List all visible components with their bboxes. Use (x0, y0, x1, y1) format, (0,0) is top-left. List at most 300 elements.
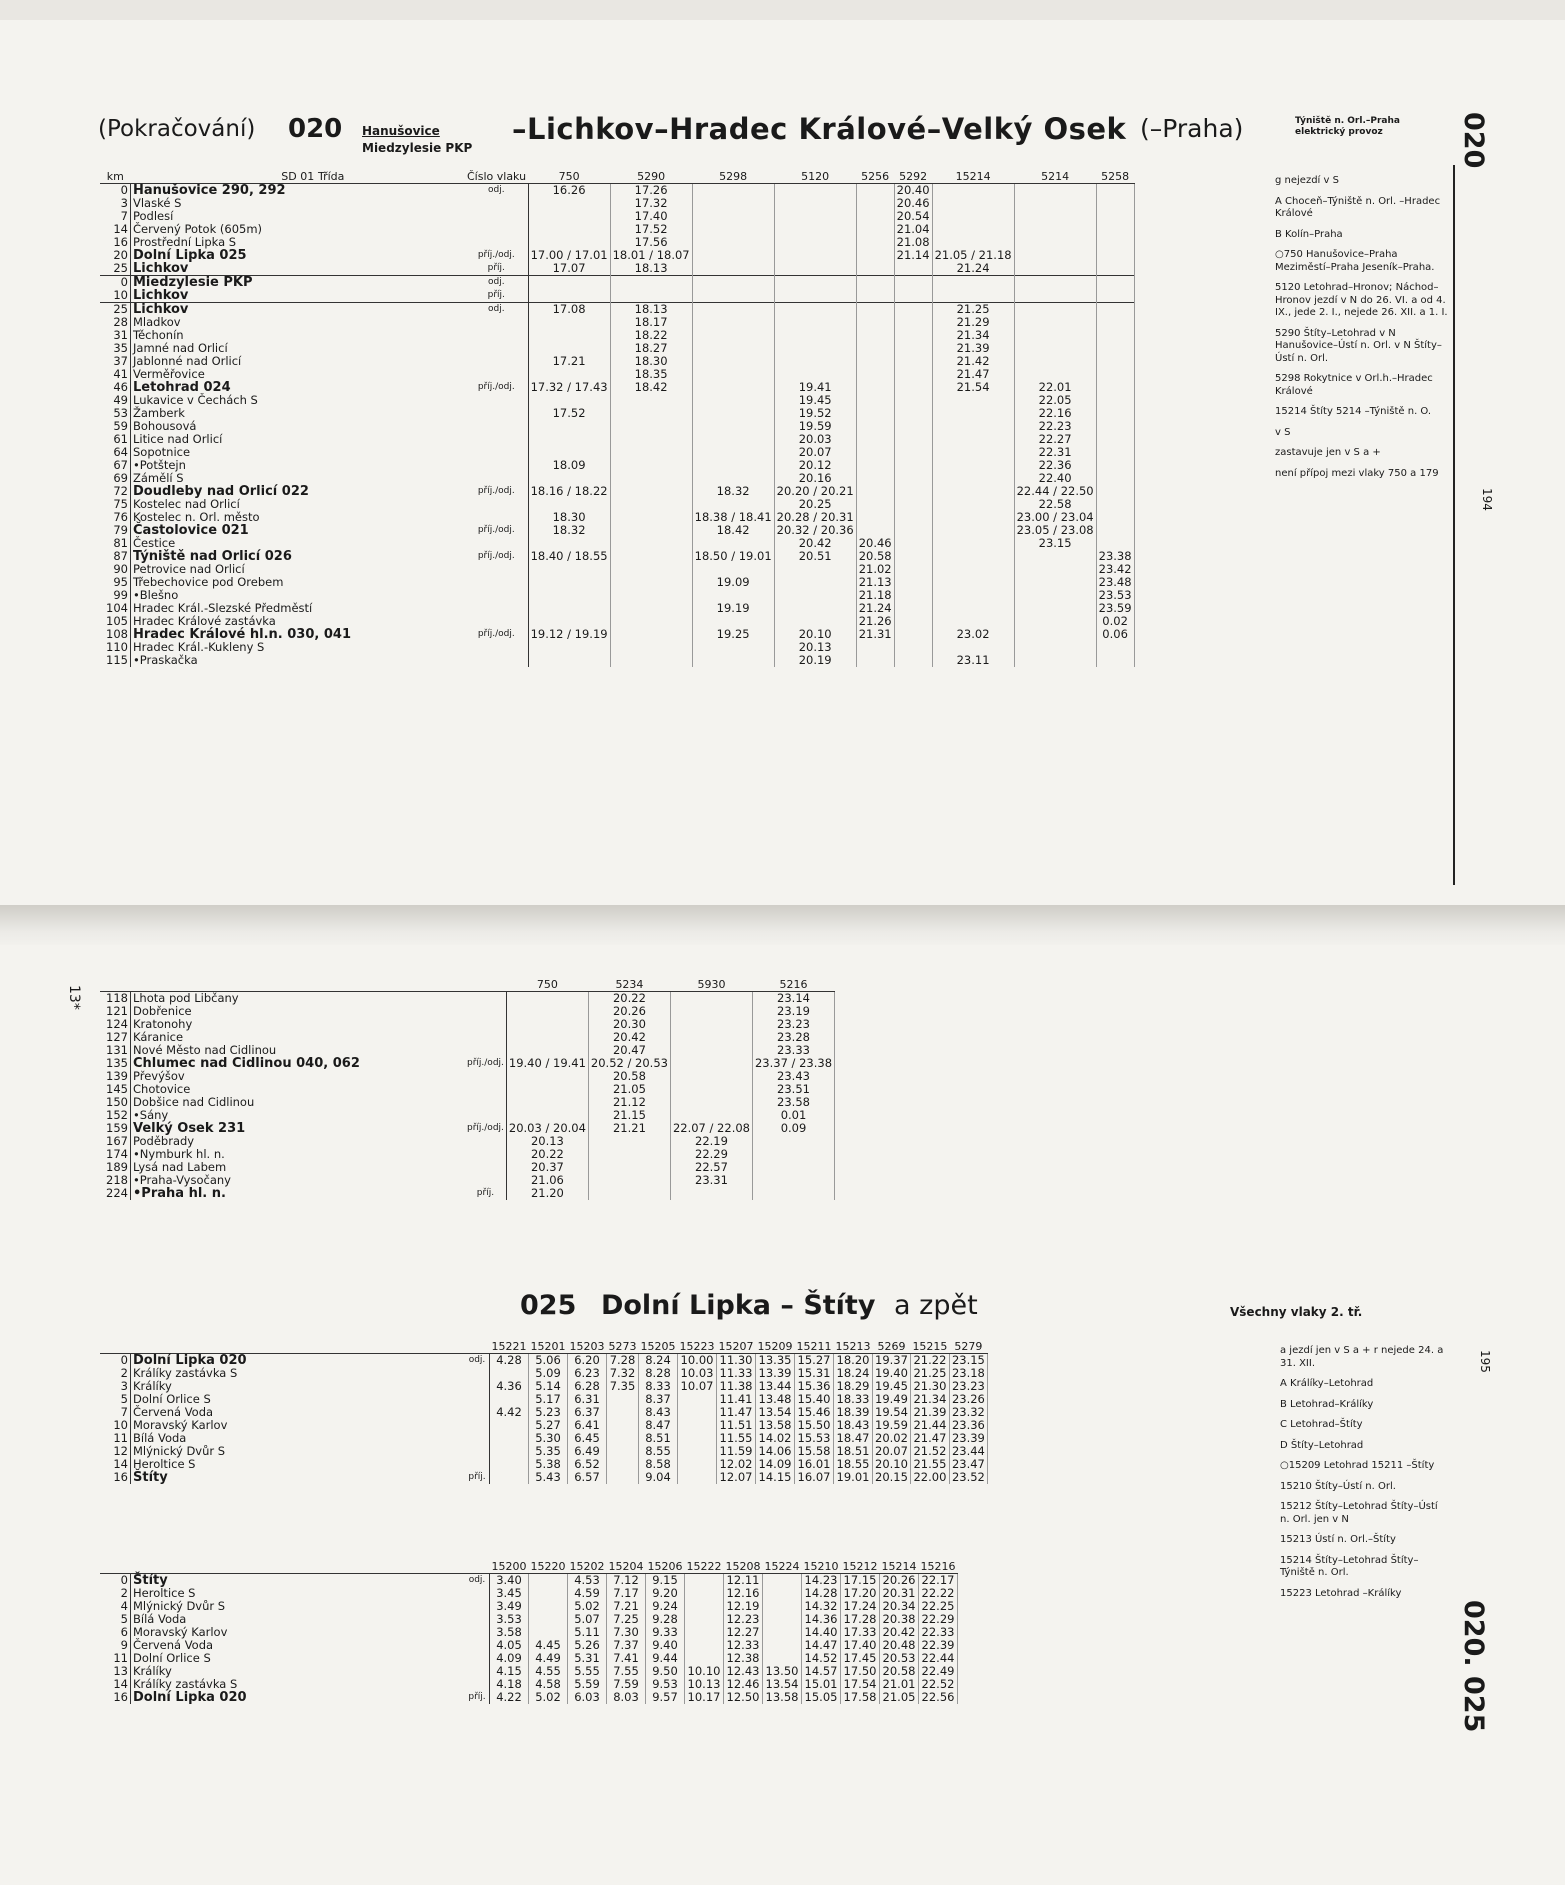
km-value: 64 (100, 446, 131, 459)
time-cell: 5.17 (529, 1393, 568, 1406)
km-value: 224 (100, 1187, 131, 1200)
time-cell (856, 210, 894, 223)
time-cell: 15.05 (802, 1691, 841, 1704)
time-cell (1096, 355, 1134, 368)
time-cell: 23.14 (752, 992, 834, 1006)
km-value: 0 (100, 1574, 131, 1588)
time-cell: 20.58 (880, 1665, 919, 1678)
time-cell (506, 1005, 588, 1018)
time-cell: 19.01 (834, 1471, 873, 1484)
time-cell (1014, 184, 1096, 198)
km-value: 5 (100, 1613, 131, 1626)
time-cell (528, 433, 610, 446)
time-cell: 14.02 (756, 1432, 795, 1445)
time-cell (610, 589, 692, 602)
time-cell: 5.06 (529, 1354, 568, 1368)
station-label: Káranice (133, 1030, 184, 1044)
arrival-departure-mark (465, 1083, 506, 1096)
time-cell (894, 472, 932, 485)
time-cell: 17.52 (528, 407, 610, 420)
train-5930-header: 5930 (670, 978, 752, 992)
time-cell: 10.07 (678, 1380, 717, 1393)
km-value: 75 (100, 498, 131, 511)
time-cell: 17.58 (841, 1691, 880, 1704)
footnote: B Letohrad–Králíky (1280, 1398, 1374, 1410)
time-cell: 7.17 (607, 1587, 646, 1600)
km-value: 90 (100, 563, 131, 576)
time-cell: 22.00 (910, 1471, 949, 1484)
arrival-departure-mark (465, 1406, 490, 1419)
time-cell (932, 459, 1014, 472)
time-cell (894, 498, 932, 511)
time-cell (1014, 628, 1096, 641)
time-cell: 18.32 (692, 485, 774, 498)
time-cell: 3.58 (490, 1626, 529, 1639)
km-value: 2 (100, 1587, 131, 1600)
time-cell (894, 524, 932, 537)
timetable-025-outbound (100, 1340, 988, 1484)
time-cell: 18.01 / 18.07 (610, 249, 692, 262)
time-cell: 20.22 (506, 1148, 588, 1161)
time-cell: 19.59 (873, 1419, 911, 1432)
time-cell: 14.06 (756, 1445, 795, 1458)
time-cell (528, 289, 610, 303)
time-cell (1096, 459, 1134, 472)
arrival-departure-mark (465, 498, 528, 511)
time-cell: 7.28 (607, 1354, 639, 1368)
time-cell (894, 316, 932, 329)
time-cell: 11.59 (717, 1445, 756, 1458)
time-cell: 10.03 (678, 1367, 717, 1380)
time-cell (1096, 184, 1134, 198)
train-number-header: 15209 (757, 1340, 793, 1353)
station-label: Dobšice nad Cidlinou (133, 1095, 255, 1109)
time-cell: 7.25 (607, 1613, 646, 1626)
time-cell (752, 1161, 834, 1174)
time-cell: 6.45 (568, 1432, 607, 1445)
train-number-header: 15223 (679, 1340, 715, 1353)
time-cell (692, 223, 774, 236)
time-cell (610, 563, 692, 576)
arrival-departure-mark (465, 342, 528, 355)
page-number-194: 194 (1480, 488, 1494, 511)
arrival-departure-mark: odj. (465, 276, 528, 290)
time-cell: 17.28 (841, 1613, 880, 1626)
time-cell: 21.15 (588, 1109, 670, 1122)
train-5290-header: 5290 (610, 170, 692, 184)
km-value: 28 (100, 316, 131, 329)
mark-header-lower (465, 978, 506, 992)
time-cell (752, 1174, 834, 1187)
station-label: Chlumec nad Cidlinou 040, 062 (133, 1056, 360, 1071)
station-label: •Nymburk hl. n. (133, 1147, 225, 1161)
table-row (100, 1018, 835, 1031)
arrival-departure-mark (465, 329, 528, 342)
arrival-departure-mark (465, 446, 528, 459)
time-cell: 20.42 (588, 1031, 670, 1044)
time-cell (1096, 289, 1134, 303)
train-number-header: Číslo vlaku (467, 170, 527, 183)
station-label: Lichkov (133, 261, 189, 276)
station-label: Králíky zastávka S (133, 1677, 238, 1691)
footnote: ○750 Hanušovice–Praha Meziměstí–Praha Jeseník–Praha. (1275, 249, 1435, 273)
time-cell (1096, 641, 1134, 654)
time-cell (610, 524, 692, 537)
arrival-departure-mark: příj./odj. (465, 485, 528, 498)
time-cell: 12.38 (724, 1652, 763, 1665)
time-cell: 20.42 (774, 537, 856, 550)
time-cell: 0.01 (752, 1109, 834, 1122)
time-cell (1014, 262, 1096, 276)
time-cell (932, 537, 1014, 550)
station-label: Zámělí S (133, 471, 184, 485)
time-cell: 17.56 (610, 236, 692, 249)
time-cell (529, 1613, 568, 1626)
time-cell (932, 394, 1014, 407)
time-cell (506, 1096, 588, 1109)
time-cell: 22.31 (1014, 446, 1096, 459)
side-table-code-bottom: 020. 025 (1458, 1600, 1489, 1733)
time-cell: 8.24 (639, 1354, 678, 1368)
time-cell (528, 210, 610, 223)
time-cell: 18.42 (610, 381, 692, 394)
time-cell (932, 210, 1014, 223)
time-cell: 18.27 (610, 342, 692, 355)
time-cell: 21.26 (856, 615, 894, 628)
time-cell (678, 1445, 717, 1458)
arrival-departure-mark (465, 433, 528, 446)
time-cell: 23.38 (1096, 550, 1134, 563)
time-cell: 23.52 (949, 1471, 987, 1484)
train-number-header: 15211 (796, 1340, 832, 1353)
km-value: 99 (100, 589, 131, 602)
km-value: 76 (100, 511, 131, 524)
time-cell (856, 355, 894, 368)
time-cell: 16.26 (528, 184, 610, 198)
table-row (100, 1096, 835, 1109)
arrival-departure-mark: odj. (465, 303, 528, 317)
time-cell: 21.39 (910, 1406, 949, 1419)
time-cell (894, 289, 932, 303)
time-cell: 15.53 (795, 1432, 834, 1445)
station-label: •Praha-Vysočany (133, 1173, 231, 1187)
arrival-departure-mark (465, 1665, 490, 1678)
train-number-header: 15201 (530, 1340, 566, 1353)
time-cell: 21.18 (856, 589, 894, 602)
time-cell (692, 303, 774, 317)
time-cell (692, 368, 774, 381)
arrival-departure-mark (465, 1135, 506, 1148)
km-value: 135 (100, 1057, 131, 1070)
time-cell (856, 262, 894, 276)
time-cell: 21.54 (932, 381, 1014, 394)
train-5120-header: 5120 (774, 170, 856, 184)
arrival-departure-mark: příj./odj. (465, 550, 528, 563)
train-5298-header: 5298 (692, 170, 774, 184)
km-header (100, 1560, 131, 1574)
time-cell (692, 289, 774, 303)
time-cell (894, 276, 932, 290)
time-cell (1096, 262, 1134, 276)
time-cell (1096, 329, 1134, 342)
table-row (100, 276, 1134, 290)
station-header (131, 1560, 466, 1574)
header-row (100, 1340, 987, 1354)
train-number-header: 15208 (725, 1560, 761, 1573)
right-rule (1453, 165, 1455, 885)
header-row (100, 1560, 958, 1574)
time-cell: 21.05 (588, 1083, 670, 1096)
time-cell (1096, 236, 1134, 249)
time-cell: 20.19 (774, 654, 856, 667)
footnote: B Kolín–Praha (1275, 228, 1343, 240)
time-cell: 21.55 (910, 1458, 949, 1471)
station-name (131, 1458, 466, 1471)
arrival-departure-mark: příj./odj. (465, 628, 528, 641)
time-cell: 8.55 (639, 1445, 678, 1458)
time-cell: 9.04 (639, 1471, 678, 1484)
station-label: Kostelec nad Orlicí (133, 497, 240, 511)
time-cell: 18.50 / 19.01 (692, 550, 774, 563)
time-cell (610, 407, 692, 420)
train-5214-header: 5214 (1014, 170, 1096, 184)
km-value: 0 (100, 184, 131, 198)
time-cell: 21.08 (894, 236, 932, 249)
time-cell: 23.15 (949, 1354, 987, 1368)
time-cell: 20.02 (873, 1432, 911, 1445)
time-cell: 14.40 (802, 1626, 841, 1639)
time-cell (692, 262, 774, 276)
time-cell: 3.49 (490, 1600, 529, 1613)
arrival-departure-mark: příj./odj. (465, 524, 528, 537)
time-cell (932, 223, 1014, 236)
time-cell (894, 303, 932, 317)
km-value: 16 (100, 1691, 131, 1704)
time-cell: 18.32 (528, 524, 610, 537)
time-cell: 6.49 (568, 1445, 607, 1458)
km-value: 121 (100, 1005, 131, 1018)
time-cell (692, 407, 774, 420)
arrival-departure-mark (465, 589, 528, 602)
time-cell (678, 1458, 717, 1471)
time-cell: 20.46 (894, 197, 932, 210)
time-cell (1014, 355, 1096, 368)
time-cell (607, 1393, 639, 1406)
time-cell: 21.47 (932, 368, 1014, 381)
time-cell: 20.28 / 20.31 (774, 511, 856, 524)
time-cell: 7.59 (607, 1678, 646, 1691)
time-cell (692, 446, 774, 459)
time-cell: 20.51 (774, 550, 856, 563)
time-cell: 11.55 (717, 1432, 756, 1445)
arrival-departure-mark: příj./odj. (465, 249, 528, 262)
km-value: 95 (100, 576, 131, 589)
time-cell: 11.41 (717, 1393, 756, 1406)
time-cell (1096, 472, 1134, 485)
time-cell (752, 1148, 834, 1161)
time-cell: 18.40 / 18.55 (528, 550, 610, 563)
time-cell (610, 433, 692, 446)
time-cell: 14.32 (802, 1600, 841, 1613)
time-cell (610, 550, 692, 563)
time-cell (932, 524, 1014, 537)
time-cell: 13.35 (756, 1354, 795, 1368)
time-cell (610, 485, 692, 498)
time-cell: 15.58 (795, 1445, 834, 1458)
train-5256-header: 5256 (856, 170, 894, 184)
station-label: Dolní Lipka 020 (133, 1353, 247, 1368)
page-number-195: 195 (1478, 1350, 1492, 1373)
time-cell: 21.20 (506, 1187, 588, 1200)
time-cell: 6.31 (568, 1393, 607, 1406)
time-cell: 12.33 (724, 1639, 763, 1652)
time-cell (692, 459, 774, 472)
station-label: Bílá Voda (133, 1612, 187, 1626)
station-label: Žamberk (133, 406, 185, 420)
km-value: 46 (100, 381, 131, 394)
time-cell: 15.27 (795, 1354, 834, 1368)
station-label: Prostřední Lipka S (133, 235, 237, 249)
time-cell: 22.57 (670, 1161, 752, 1174)
km-value: 189 (100, 1161, 131, 1174)
station-label: Týniště nad Orlicí 026 (133, 549, 292, 564)
train-5216-header: 5216 (752, 978, 834, 992)
time-cell: 17.26 (610, 184, 692, 198)
train-number-header: 15224 (764, 1560, 800, 1573)
arrival-departure-mark (465, 1109, 506, 1122)
time-cell (856, 394, 894, 407)
time-cell: 0.06 (1096, 628, 1134, 641)
station-label: Dolní Lipka 025 (133, 248, 247, 263)
arrival-departure-mark (465, 1652, 490, 1665)
time-cell (588, 1174, 670, 1187)
time-cell: 8.37 (639, 1393, 678, 1406)
time-cell: 20.13 (506, 1135, 588, 1148)
time-cell: 23.51 (752, 1083, 834, 1096)
time-cell (894, 615, 932, 628)
arrival-departure-mark (465, 511, 528, 524)
time-cell (856, 236, 894, 249)
arrival-departure-mark (465, 537, 528, 550)
time-cell (610, 602, 692, 615)
table-row (100, 303, 1134, 317)
time-cell (856, 433, 894, 446)
time-cell: 9.44 (646, 1652, 685, 1665)
km-value: 124 (100, 1018, 131, 1031)
time-cell: 17.52 (610, 223, 692, 236)
time-cell (588, 1187, 670, 1200)
time-cell: 20.38 (880, 1613, 919, 1626)
time-cell (490, 1419, 529, 1432)
time-cell: 21.44 (910, 1419, 949, 1432)
time-cell: 4.49 (529, 1652, 568, 1665)
time-cell (692, 184, 774, 198)
time-cell (774, 197, 856, 210)
time-cell (528, 576, 610, 589)
arrival-departure-mark: příj./odj. (465, 381, 528, 394)
time-cell: 5.59 (568, 1678, 607, 1691)
train-number-header: 15203 (569, 1340, 605, 1353)
time-cell (856, 641, 894, 654)
time-cell: 5.35 (529, 1445, 568, 1458)
station-label: Bílá Voda (133, 1431, 187, 1445)
time-cell: 20.03 / 20.04 (506, 1122, 588, 1135)
time-cell: 19.49 (873, 1393, 911, 1406)
time-cell: 23.36 (949, 1419, 987, 1432)
time-cell: 9.28 (646, 1613, 685, 1626)
station-label: Chotovice (133, 1082, 191, 1096)
station-label: •Blešno (133, 588, 179, 602)
arrival-departure-mark (465, 223, 528, 236)
km-value: 20 (100, 249, 131, 262)
train-number-header: 15213 (835, 1340, 871, 1353)
km-value: 79 (100, 524, 131, 537)
km-header (100, 1340, 131, 1354)
time-cell (774, 289, 856, 303)
footnote: A Králíky–Letohrad (1280, 1378, 1374, 1389)
arrival-departure-mark: odj. (465, 184, 528, 198)
station-label: •Sány (133, 1108, 169, 1122)
time-cell (894, 459, 932, 472)
time-cell: 22.17 (919, 1574, 958, 1588)
time-cell (894, 407, 932, 420)
time-cell (774, 342, 856, 355)
time-cell (763, 1613, 802, 1626)
time-cell (1096, 485, 1134, 498)
arrival-departure-mark (465, 420, 528, 433)
time-cell: 15.50 (795, 1419, 834, 1432)
time-cell: 8.58 (639, 1458, 678, 1471)
time-cell: 4.05 (490, 1639, 529, 1652)
station-header (131, 1340, 466, 1354)
time-cell (932, 420, 1014, 433)
station-name (131, 1354, 466, 1368)
station-label: Hradec Králové zastávka (133, 614, 276, 628)
station-label: Králíky zastávka S (133, 1366, 238, 1380)
table-row (100, 511, 1134, 524)
time-cell: 22.58 (1014, 498, 1096, 511)
km-value: 0 (100, 276, 131, 290)
time-cell (774, 316, 856, 329)
time-cell: 5.23 (529, 1406, 568, 1419)
time-cell: 19.40 (873, 1367, 911, 1380)
time-cell: 19.25 (692, 628, 774, 641)
arrival-departure-mark (465, 615, 528, 628)
footnote: 5298 Rokytnice v Orl.h.–Hradec Králové (1275, 373, 1433, 397)
time-cell: 6.23 (568, 1367, 607, 1380)
time-cell (529, 1600, 568, 1613)
time-cell: 0.09 (752, 1122, 834, 1135)
line-code-header: SD 01 (131, 170, 466, 184)
station-label: Dobřenice (133, 1004, 192, 1018)
station-label: Letohrad 024 (133, 380, 231, 395)
time-cell (610, 276, 692, 290)
time-cell: 20.32 / 20.36 (774, 524, 856, 537)
time-cell: 20.30 (588, 1018, 670, 1031)
table-row (100, 407, 1134, 420)
time-cell: 19.19 (692, 602, 774, 615)
time-cell: 6.52 (568, 1458, 607, 1471)
time-cell (932, 289, 1014, 303)
arrival-departure-mark (465, 1626, 490, 1639)
arrival-departure-mark (465, 355, 528, 368)
station-label: Červená Voda (133, 1638, 214, 1652)
km-value: 25 (100, 303, 131, 317)
km-value: 87 (100, 550, 131, 563)
km-value: 16 (100, 1471, 131, 1484)
station-label: Dolní Orlice S (133, 1651, 211, 1665)
time-cell (763, 1639, 802, 1652)
